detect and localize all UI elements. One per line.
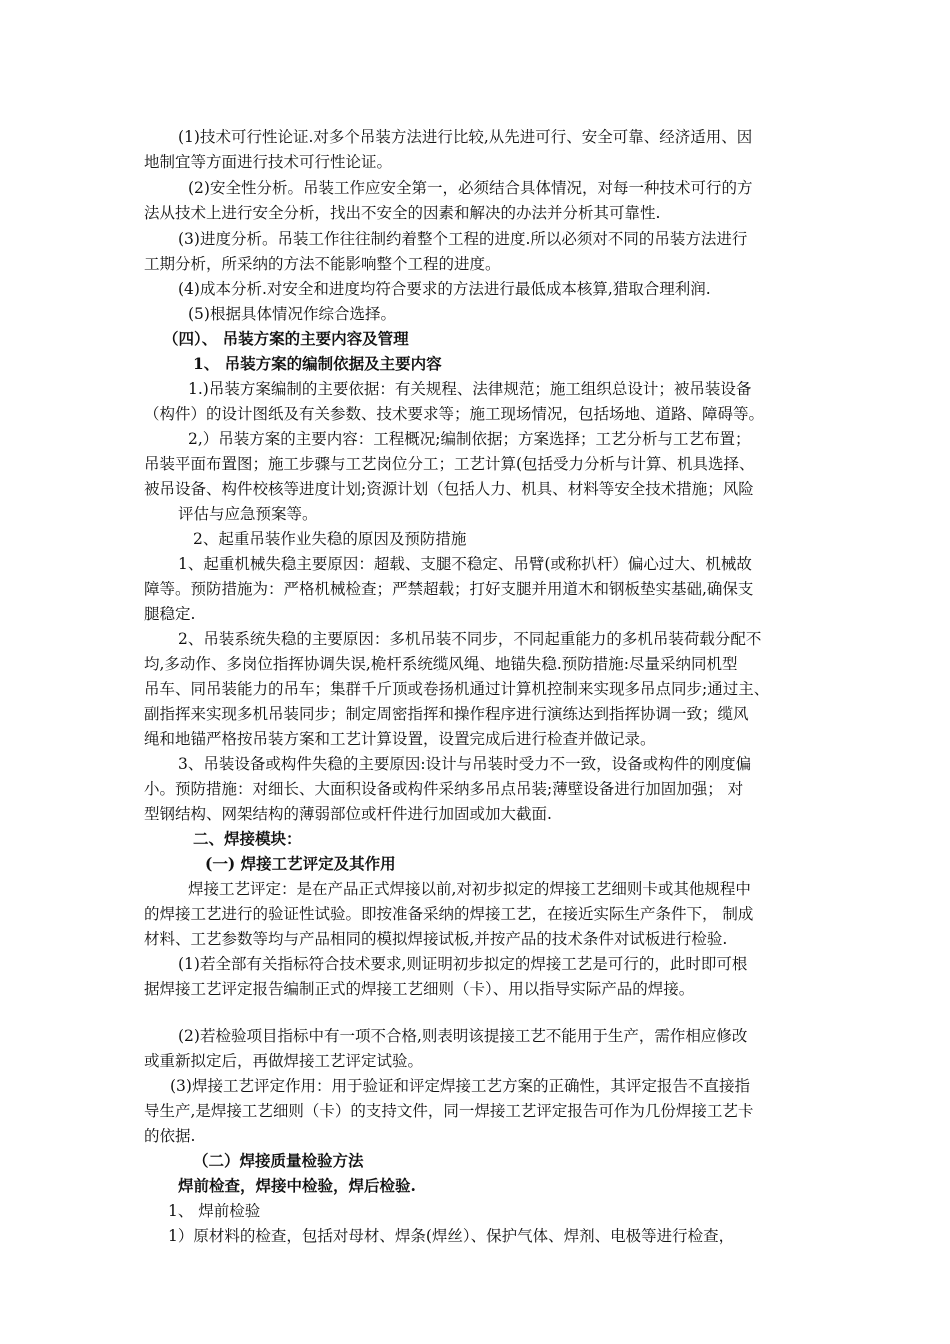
text-line: 均,多动作、多岗位指挥协调失误,桅杆系统缆风绳、地锚失稳.预防措施:尽量采纳同机型: [144, 655, 738, 673]
text-line: 的焊接工艺进行的验证性试验。即按准备采纳的焊接工艺，在接近实际生产条件下， 制成: [144, 905, 754, 923]
text-line: 1.)吊装方案编制的主要依据：有关规程、法律规范；施工组织总设计；被吊装设备: [188, 380, 752, 398]
text-line: 焊接工艺评定：是在产品正式焊接以前,对初步拟定的焊接工艺细则卡或其他规程中: [188, 880, 751, 898]
section-heading: 2、起重吊装作业失稳的原因及预防措施: [193, 530, 467, 548]
text-line: (1)若全部有关指标符合技术要求,则证明初步拟定的焊接工艺是可行的，此时即可根: [178, 955, 748, 973]
text-line: 吊车、同吊装能力的吊车；集群千斤顶或卷扬机通过计算机控制来实现多吊点同步;通过主、: [144, 680, 770, 698]
text-line: 1、起重机械失稳主要原因：超载、支腿不稳定、吊臂(或称扒杆）偏心过大、机械故: [178, 555, 752, 573]
text-line: (4)成本分析.对安全和进度均符合要求的方法进行最低成本核算,猎取合理利润.: [178, 280, 711, 298]
text-line: (2)若检验项目指标中有一项不合格,则表明该提接工艺不能用于生产，需作相应修改: [178, 1027, 748, 1045]
section-heading: （二）焊接质量检验方法: [193, 1151, 364, 1170]
text-line: 或重新拟定后，再做焊接工艺评定试验。: [144, 1052, 424, 1070]
text-line: 型钢结构、网架结构的薄弱部位或杆件进行加固或加大截面.: [144, 805, 552, 823]
text-line: (5)根据具体情况作综合选择。: [188, 305, 396, 323]
text-line: 评估与应急预案等。: [178, 505, 318, 523]
text-line: 被吊设备、构件校核等进度计划;资源计划（包括人力、机具、材料等安全技术措施；风险: [144, 480, 754, 498]
text-line: 2,）吊装方案的主要内容：工程概况;编制依据；方案选择；工艺分析与工艺布置；: [188, 430, 751, 448]
text-line: 导生产,是焊接工艺细则（卡）的支持文件，同一焊接工艺评定报告可作为几份焊接工艺卡: [144, 1102, 754, 1120]
text-line: 材料、工艺参数等均与产品相同的模拟焊接试板,并按产品的技术条件对试板进行检验.: [144, 930, 728, 948]
section-heading: 焊前检查，焊接中检验，焊后检验.: [178, 1176, 416, 1195]
text-line: （构件）的设计图纸及有关参数、技术要求等；施工现场情况，包括场地、道路、障碍等。: [144, 405, 765, 423]
text-line: 据焊接工艺评定报告编制正式的焊接工艺细则（卡）、用以指导实际产品的焊接。: [144, 980, 695, 998]
text-line: (3)焊接工艺评定作用：用于验证和评定焊接工艺方案的正确性，其评定报告不直接指: [170, 1077, 750, 1095]
text-line: 吊装平面布置图；施工步骤与工艺岗位分工；工艺计算(包括受力分析与计算、机具选择、: [144, 455, 755, 473]
section-heading: (一) 焊接工艺评定及其作用: [205, 854, 396, 873]
text-line: 工期分析，所采纳的方法不能影响整个工程的进度。: [144, 255, 501, 273]
text-line: 绳和地锚严格按吊装方案和工艺计算设置，设置完成后进行检查并做记录。: [144, 730, 656, 748]
text-line: (3)进度分析。吊装工作往往制约着整个工程的进度.所以必须对不同的吊装方法进行: [178, 230, 748, 248]
section-heading: （四）、 吊装方案的主要内容及管理: [163, 329, 409, 348]
text-line: 1）原材料的检查，包括对母材、焊条(焊丝）、保护气体、焊剂、电极等进行检查，: [168, 1227, 735, 1245]
section-heading: 1、 焊前检验: [168, 1202, 261, 1220]
text-line: 副指挥来实现多机吊装同步；制定周密指挥和操作程序进行演练达到指挥协调一致；缆风: [144, 705, 749, 723]
text-line: 小。预防措施：对细长、大面积设备或构件采纳多吊点吊装;薄壁设备进行加固加强； 对: [144, 780, 744, 798]
text-line: 法从技术上进行安全分析，找出不安全的因素和解决的办法并分析其可靠性.: [144, 204, 661, 222]
section-heading: 二、焊接模块：: [193, 829, 302, 848]
section-heading: 1、 吊装方案的编制依据及主要内容: [193, 354, 442, 373]
text-line: 2、吊装系统失稳的主要原因：多机吊装不同步，不同起重能力的多机吊装荷载分配不: [178, 630, 762, 648]
text-line: 障等。预防措施为：严格机械检查；严禁超载；打好支腿并用道木和钢板垫实基础,确保支: [144, 580, 754, 598]
text-line: 地制宜等方面进行技术可行性论证。: [144, 153, 393, 171]
text-line: 的依据.: [144, 1127, 196, 1145]
text-line: (1)技术可行性论证.对多个吊装方法进行比较,从先进可行、安全可靠、经济适用、因: [178, 128, 753, 146]
text-line: 3、吊装设备或构件失稳的主要原因:设计与吊装时受力不一致，设备或构件的刚度偏: [178, 755, 752, 773]
text-line: (2)安全性分析。吊装工作应安全第一，必须结合具体情况，对每一种技术可行的方: [188, 179, 753, 197]
text-line: 腿稳定.: [144, 605, 196, 623]
